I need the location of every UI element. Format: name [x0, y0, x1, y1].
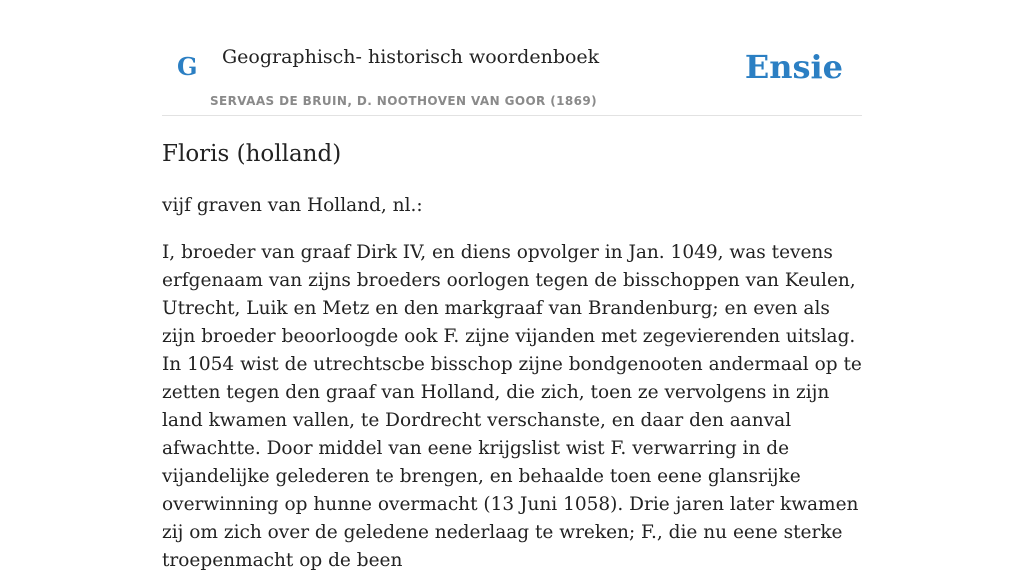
entry-title: Floris (holland): [162, 141, 342, 167]
book-logo[interactable]: G: [177, 52, 198, 81]
entry-body: I, broeder van graaf Dirk IV, en diens opvolger in Jan. 1049, was tevens erfgenaam van zijns broeders oorlogen tegen de bisschoppen van Keulen, Utrecht, Luik en Metz en den markgraaf van Brandenburg; en even als zijn broeder beoorloogde ook F. zijne vijanden met zegevierenden uitslag. In 1054 wist de utrechtscbe bisschop zijne bondgenooten andermaal op te zetten tegen den graaf van Holland, die zich, toen ze vervolgens in zijn land kwamen vallen, te Dordrecht verschanste, en daar den aanval afwachtte. Door middel van eene krijgslist wist F. verwarring in de vijandelijke gelederen te brengen, en behaalde toen eene glansrijke overwinning op hunne overmacht (13 Juni 1058). Drie jaren later kwamen zij om zich over de geledene nederlaag te wreken; F., die nu eene sterke troepenmacht op de been: [162, 242, 862, 571]
book-title-link[interactable]: Geographisch- historisch woordenboek: [222, 46, 600, 68]
book-authors: SERVAAS DE BRUIN, D. NOOTHOVEN VAN GOOR (1869): [210, 94, 598, 108]
entry-intro: vijf graven van Holland, nl.:: [162, 195, 423, 216]
site-header: [162, 0, 862, 116]
ensie-brand-link[interactable]: Ensie: [744, 48, 843, 86]
entry-content: [162, 138, 862, 575]
